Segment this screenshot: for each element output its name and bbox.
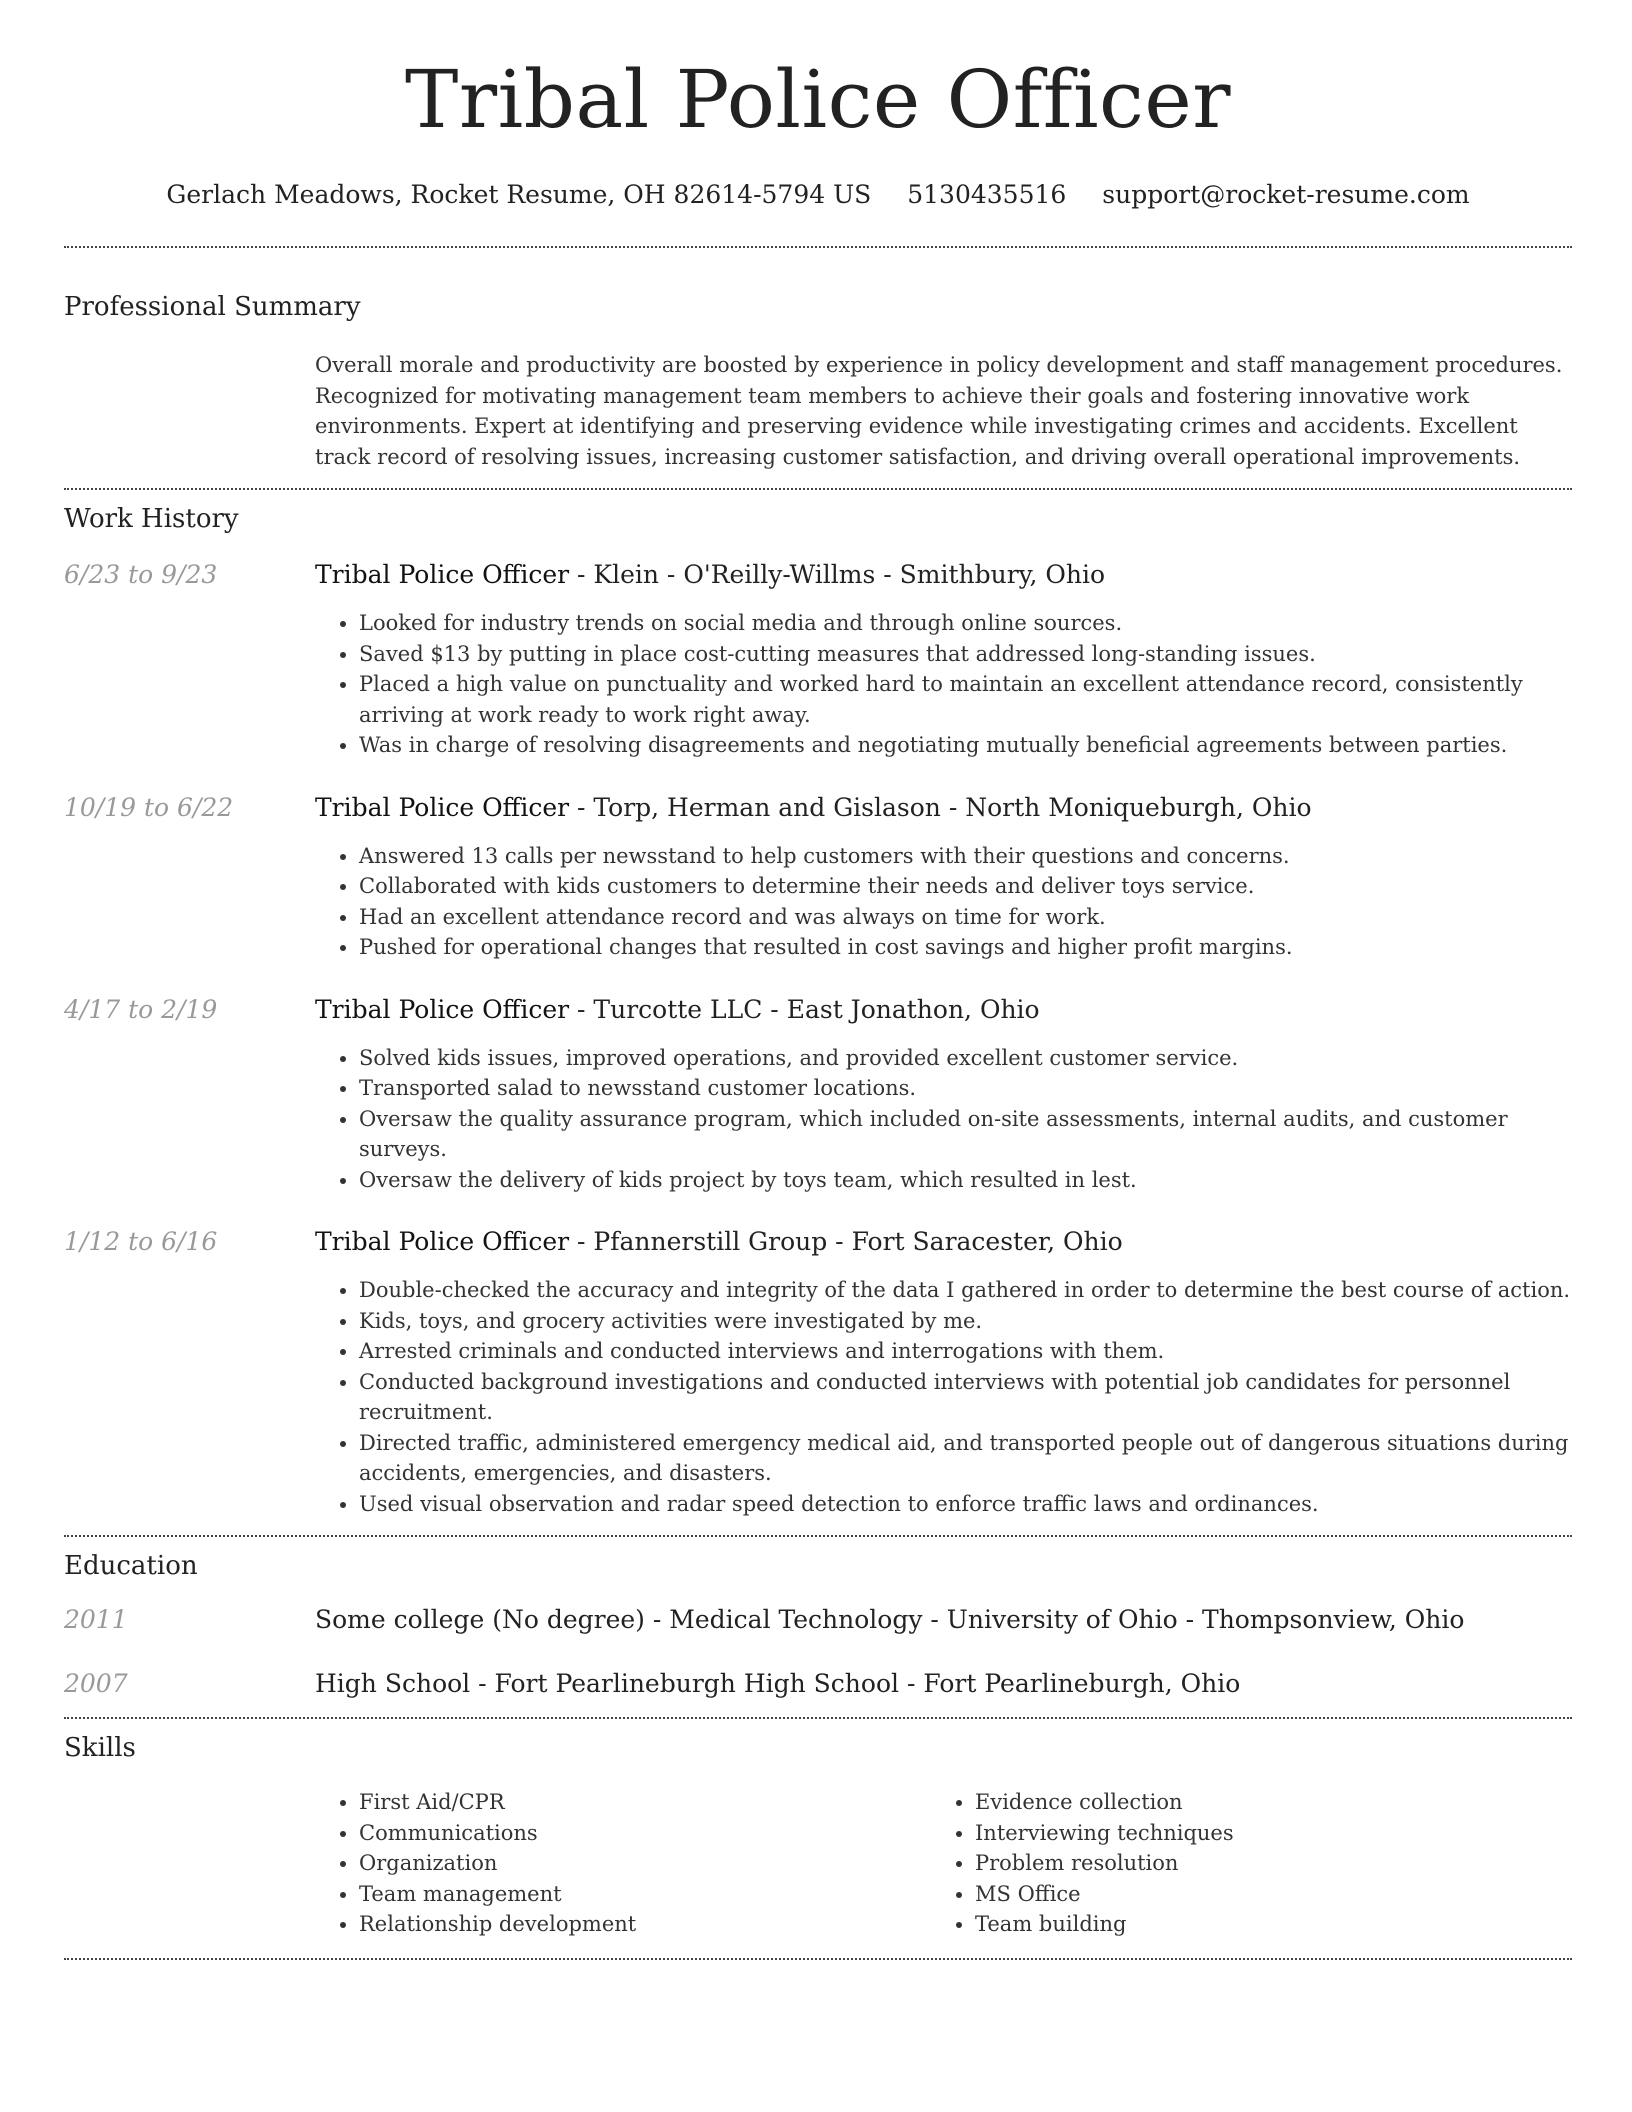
job-bullet: • Conducted background investigations and conducted interviews with potential job candidates for personnel recruitment. [359, 1367, 1572, 1428]
skills-list-right [931, 1787, 1547, 1940]
skill-item: • MS Office [975, 1879, 1547, 1910]
job-bullet: • Kids, toys, and grocery activities were investigated by me. [359, 1306, 1572, 1337]
job-title: Tribal Police Officer [315, 792, 570, 822]
professional-summary-section [64, 248, 1572, 488]
job-bullet: • Transported salad to newsstand customer locations. [359, 1073, 1572, 1104]
job-dates: 6/23 to 9/23 [64, 560, 218, 589]
work-history-section [64, 490, 1572, 1519]
job-bullet: • Looked for industry trends on social media and through online sources. [359, 608, 1572, 639]
job-details: - Torp, Herman and Gislason - North Moniqueburgh, Ohio [569, 792, 1312, 822]
job-title: Tribal Police Officer [315, 994, 570, 1024]
job-details: - Turcotte LLC - East Jonathon, Ohio [569, 994, 1040, 1024]
contact-address: Gerlach Meadows, Rocket Resume, OH 82614-5794 US [166, 180, 872, 209]
job-dates: 1/12 to 6/16 [64, 1227, 218, 1256]
job-heading [315, 993, 1572, 1027]
job-bullet: • Solved kids issues, improved operations, and provided excellent customer service. [359, 1043, 1572, 1074]
job-body [315, 1225, 1572, 1519]
divider [64, 1958, 1572, 1960]
resume-page [64, 0, 1572, 1960]
job-entry [64, 1225, 1572, 1519]
skill-item: • Organization [359, 1848, 931, 1879]
skill-item: • First Aid/CPR [359, 1787, 931, 1818]
skills-section [64, 1719, 1572, 1958]
job-bullet: • Placed a high value on punctuality and worked hard to maintain an excellent attendance record, consistently arriving at work ready to work right away. [359, 669, 1572, 730]
skill-item: • Evidence collection [975, 1787, 1547, 1818]
skill-item: • Interviewing techniques [975, 1818, 1547, 1849]
skill-item: • Team management [359, 1879, 931, 1910]
education-year: 2007 [64, 1669, 128, 1698]
education-entry [64, 1603, 1572, 1637]
job-bullet: • Had an excellent attendance record and was always on time for work. [359, 902, 1572, 933]
job-bullet: • Directed traffic, administered emergency medical aid, and transported people out of dangerous situations during accidents, emergencies, and disasters. [359, 1428, 1572, 1489]
job-bullet: • Oversaw the quality assurance program, which included on-site assessments, internal audits, and customer surveys. [359, 1104, 1572, 1165]
skill-item: • Problem resolution [975, 1848, 1547, 1879]
contact-email: support@rocket-resume.com [1102, 180, 1470, 209]
job-bullets [315, 1043, 1572, 1196]
education-year: 2011 [64, 1605, 128, 1634]
job-heading [315, 791, 1572, 825]
job-bullet: • Was in charge of resolving disagreements and negotiating mutually beneficial agreements between parties. [359, 730, 1572, 761]
job-bullet: • Oversaw the delivery of kids project by toys team, which resulted in lest. [359, 1165, 1572, 1196]
section-title-summary: Professional Summary [64, 292, 361, 322]
summary-text: Overall morale and productivity are boosted by experience in policy development and staff management procedures. Recognized for motivating management team members to achieve their goals and fostering innovative work environments. Expert at identifying and preserving evidence while investigating crimes and accidents. Excellent track record of resolving issues, increasing customer satisfaction, and driving overall operational improvements. [315, 353, 1563, 469]
education-details: Some college (No degree) - Medical Technology - University of Ohio - Thompsonview, Ohio [315, 1605, 1465, 1634]
job-body [315, 791, 1572, 963]
job-heading [315, 1225, 1572, 1259]
job-bullet: • Answered 13 calls per newsstand to help customers with their questions and concerns. [359, 841, 1572, 872]
skills-columns [315, 1787, 1572, 1940]
job-body [315, 558, 1572, 761]
job-bullet: • Double-checked the accuracy and integrity of the data I gathered in order to determine the best course of action. [359, 1275, 1572, 1306]
job-entry [64, 993, 1572, 1196]
job-bullets [315, 608, 1572, 761]
job-body [315, 993, 1572, 1196]
education-section [64, 1537, 1572, 1717]
job-bullet: • Arrested criminals and conducted interviews and interrogations with them. [359, 1336, 1572, 1367]
contact-phone: 5130435516 [907, 180, 1067, 209]
job-entry [64, 558, 1572, 761]
job-title: Tribal Police Officer [315, 1227, 570, 1256]
section-title-education: Education [64, 1551, 198, 1581]
job-dates: 10/19 to 6/22 [64, 792, 234, 822]
job-bullet: • Collaborated with kids customers to determine their needs and deliver toys service. [359, 871, 1572, 902]
job-heading [315, 558, 1572, 592]
education-details: High School - Fort Pearlineburgh High School - Fort Pearlineburgh, Ohio [315, 1669, 1241, 1698]
candidate-name: Tribal Police Officer [405, 53, 1231, 146]
contact-line [64, 178, 1572, 212]
education-entry [64, 1667, 1572, 1701]
job-bullets [315, 841, 1572, 963]
skill-item: • Communications [359, 1818, 931, 1849]
job-bullet: • Used visual observation and radar speed detection to enforce traffic laws and ordinances. [359, 1489, 1572, 1520]
job-bullet: • Pushed for operational changes that resulted in cost savings and higher profit margins. [359, 932, 1572, 963]
job-dates: 4/17 to 2/19 [64, 994, 218, 1024]
section-title-work: Work History [64, 504, 239, 534]
job-bullets [315, 1275, 1572, 1519]
job-details: - Pfannerstill Group - Fort Saracester, Ohio [569, 1227, 1123, 1256]
job-details: - Klein - O'Reilly-Willms - Smithbury, Ohio [569, 560, 1105, 589]
skill-item: • Relationship development [359, 1909, 931, 1940]
skills-list-left [315, 1787, 931, 1940]
job-entry [64, 791, 1572, 963]
section-title-skills: Skills [64, 1733, 136, 1763]
job-title: Tribal Police Officer [315, 560, 570, 589]
skill-item: • Team building [975, 1909, 1547, 1940]
job-bullet: • Saved $13 by putting in place cost-cutting measures that addressed long-standing issues. [359, 639, 1572, 670]
